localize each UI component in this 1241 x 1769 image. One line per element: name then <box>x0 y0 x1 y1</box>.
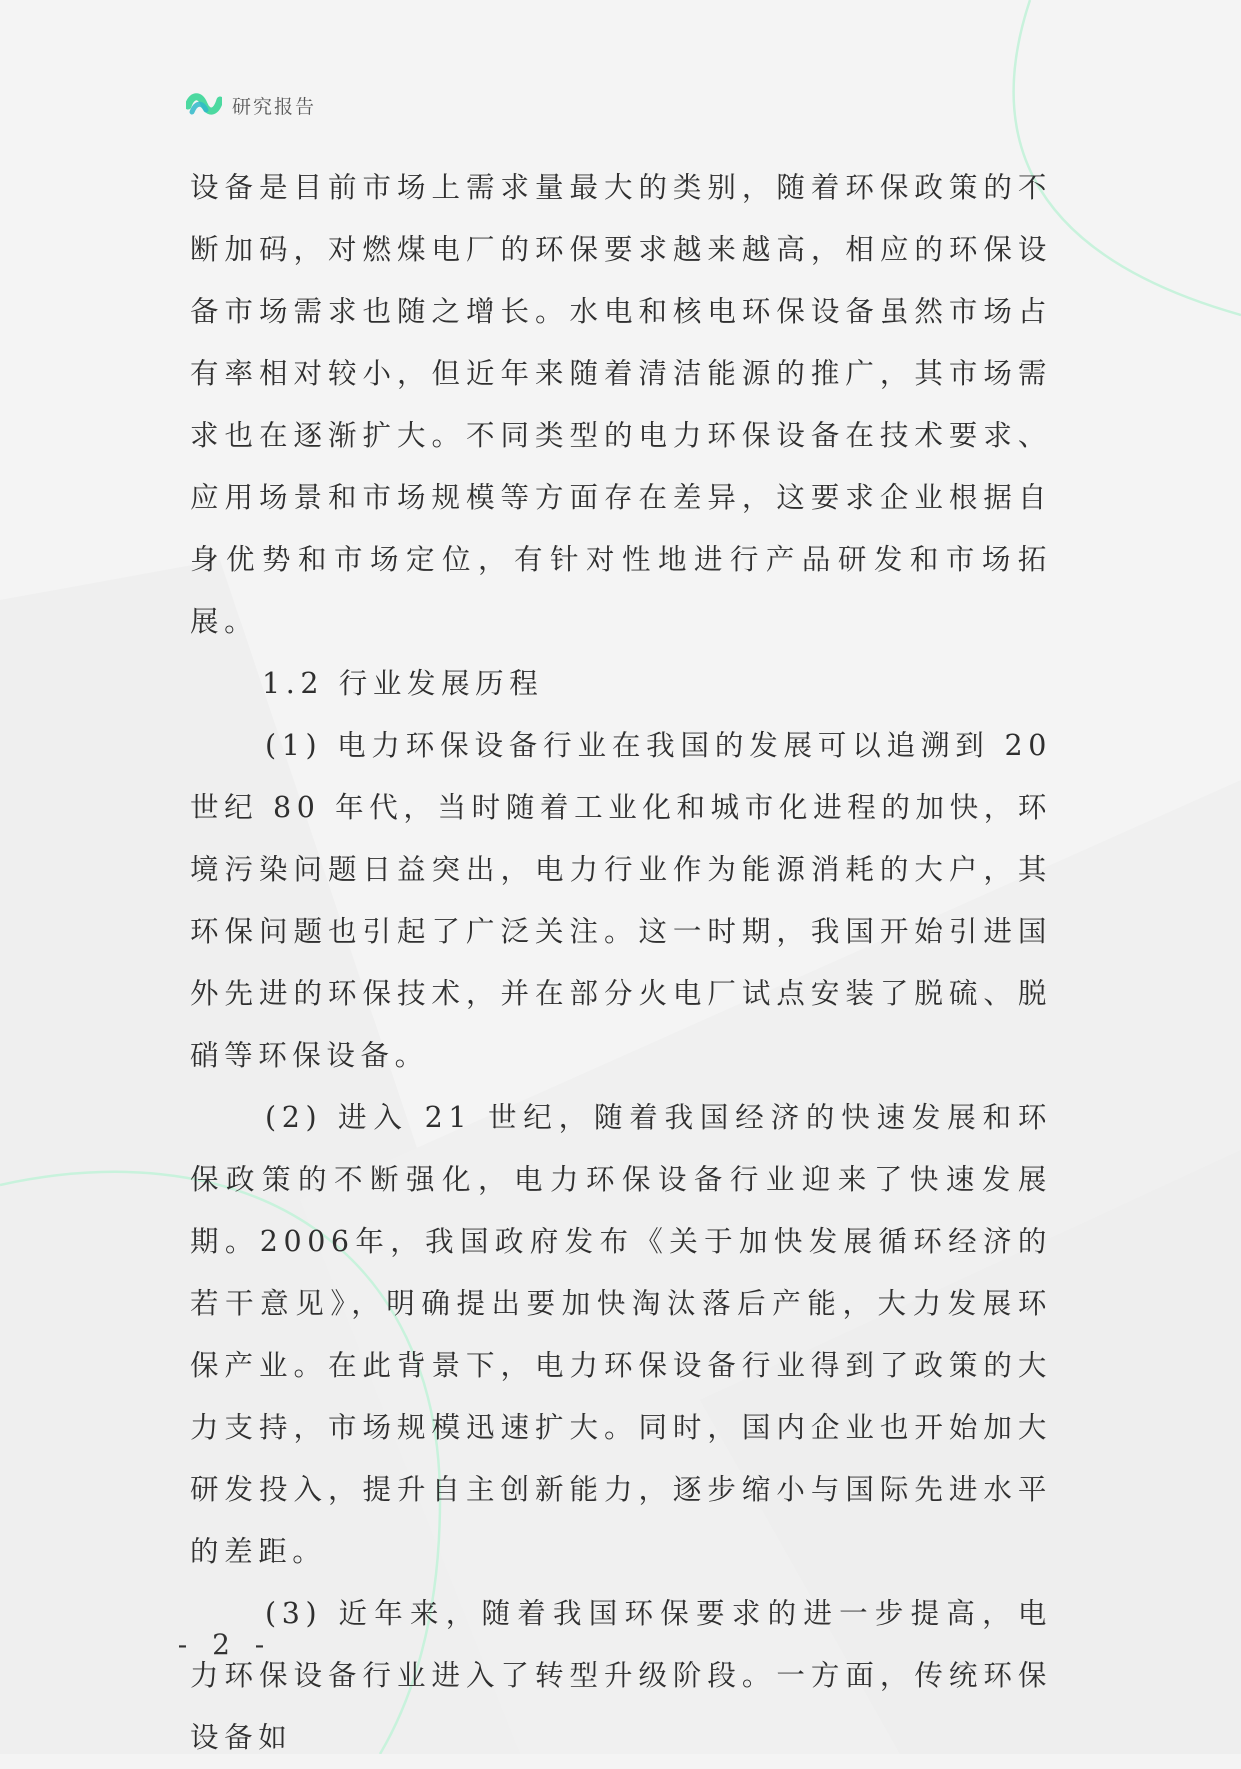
paragraph-equipment-categories: 设备是目前市场上需求量最大的类别，随着环保政策的不断加码，对燃煤电厂的环保要求越来越高，相应的环保设备市场需求也随之增长。水电和核电环保设备虽然市场占有率相对较小，但近年来随着清洁能源的推广，其市场需求也在逐渐扩大。不同类型的电力环保设备在技术要求、应用场景和市场规模等方面存在差异，这要求企业根据自身优势和市场定位，有针对性地进行产品研发和市场拓展。 <box>190 171 1052 638</box>
section-heading-industry-history: 1.2 行业发展历程 <box>262 667 544 700</box>
page-number: - 2 - <box>177 1628 273 1661</box>
paragraph-history-phase-2: (2) 进入 21 世纪，随着我国经济的快速发展和环保政策的不断强化，电力环保设备行业迎来了快速发展期。2006年，我国政府发布《关于加快发展循环经济的若干意见》，明确提出要加快淘汰落后产能，大力发展环保产业。在此背景下，电力环保设备行业得到了政策的大力支持，市场规模迅速扩大。同时，国内企业也开始加大研发投入，提升自主创新能力，逐步缩小与国际先进水平的差距。 <box>190 1101 1052 1568</box>
paragraph-history-phase-1: (1) 电力环保设备行业在我国的发展可以追溯到 20 世纪 80 年代，当时随着工业化和城市化进程的加快，环境污染问题日益突出，电力行业作为能源消耗的大户，其环保问题也引起了广泛关注。这一时期，我国开始引进国外先进的环保技术，并在部分火电厂试点安装了脱硫、脱硝等环保设备。 <box>190 729 1052 1072</box>
brand-logo-icon <box>186 90 222 120</box>
report-header <box>186 88 316 122</box>
header-title: 研究报告 <box>232 95 317 118</box>
document-body <box>190 157 1052 1769</box>
paragraph-history-phase-3: (3) 近年来，随着我国环保要求的进一步提高，电力环保设备行业进入了转型升级阶段。一方面，传统环保设备如 <box>190 1597 1052 1754</box>
